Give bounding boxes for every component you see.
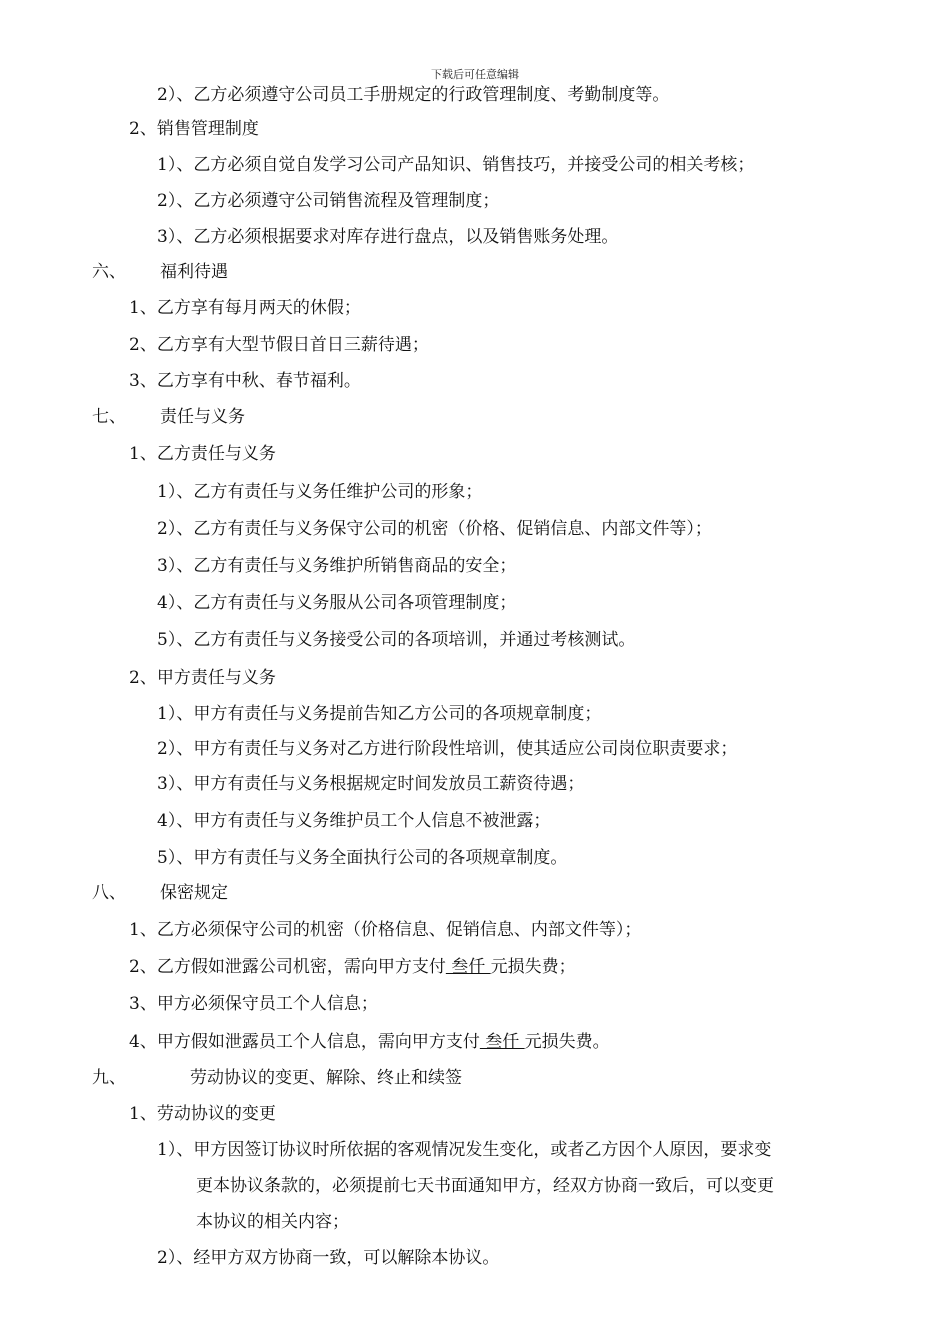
item-number: 4、 <box>129 1032 157 1052</box>
amount-blank: 叁仟 <box>479 1032 525 1052</box>
list-item <box>129 1103 276 1125</box>
item-text: 乙方有责任与义务维护所销售商品的安全； <box>193 556 517 576</box>
item-text: 甲方假如泄露员工个人信息，需向甲方支付 <box>156 1032 480 1052</box>
section-number: 七、 <box>92 407 126 427</box>
item-number: 2、 <box>129 119 157 139</box>
item-text: 乙方必须遵守公司销售流程及管理制度； <box>193 191 500 211</box>
list-item <box>157 1139 771 1161</box>
item-text: 乙方必须自觉自发学习公司产品知识、销售技巧，并接受公司的相关考核； <box>193 155 755 175</box>
section-title: 保密规定 <box>160 883 228 903</box>
item-text: 乙方有责任与义务服从公司各项管理制度； <box>193 593 517 613</box>
item-text: 劳动协议的变更 <box>156 1104 276 1124</box>
item-number: 2）、 <box>157 1248 194 1268</box>
list-item <box>129 334 429 356</box>
item-number: 2）、 <box>157 191 194 211</box>
list-item <box>157 810 550 832</box>
item-text: 乙方有责任与义务保守公司的机密（价格、促销信息、内部文件等）； <box>193 519 712 539</box>
item-number: 1）、 <box>157 482 194 502</box>
section-heading <box>92 1067 462 1089</box>
item-number: 1、 <box>129 444 157 464</box>
list-item <box>157 226 618 248</box>
item-number: 3）、 <box>157 774 194 794</box>
item-text: 乙方必须遵守公司员工手册规定的行政管理制度、考勤制度等。 <box>193 85 670 105</box>
item-number: 2）、 <box>157 85 194 105</box>
item-number: 1、 <box>129 298 157 318</box>
item-number: 1、 <box>129 1104 157 1124</box>
list-item <box>157 555 516 577</box>
item-text: 乙方有责任与义务接受公司的各项培训，并通过考核测试。 <box>193 630 636 650</box>
item-number: 3）、 <box>157 227 194 247</box>
item-text: 甲方有责任与义务全面执行公司的各项规章制度。 <box>193 848 568 868</box>
item-number: 2）、 <box>157 739 194 759</box>
list-item <box>129 443 276 465</box>
item-text: 甲方责任与义务 <box>156 668 276 688</box>
list-item <box>129 956 576 978</box>
list-item <box>129 1031 610 1053</box>
item-number: 3、 <box>129 994 157 1014</box>
page-header-note: 下载后可任意编辑 <box>431 68 519 81</box>
list-item <box>157 1247 499 1269</box>
list-item <box>157 481 482 503</box>
item-text: 乙方必须保守公司的机密（价格信息、促销信息、内部文件等）； <box>156 920 642 940</box>
list-item <box>157 629 635 651</box>
list-item <box>157 773 584 795</box>
item-number: 3、 <box>129 371 157 391</box>
item-number: 1）、 <box>157 1140 194 1160</box>
item-text: 乙方享有大型节假日首日三薪待遇； <box>156 335 429 355</box>
item-text: 甲方因签订协议时所依据的客观情况发生变化，或者乙方因个人原因，要求变 <box>193 1140 772 1160</box>
list-item <box>129 370 361 392</box>
item-number: 2、 <box>129 668 157 688</box>
section-number: 八、 <box>92 883 126 903</box>
list-item <box>157 518 712 540</box>
paragraph-continuation <box>196 1211 349 1233</box>
item-text: 乙方享有中秋、春节福利。 <box>156 371 361 391</box>
item-text: 本协议的相关内容； <box>196 1212 349 1232</box>
item-text: 甲方有责任与义务根据规定时间发放员工薪资待遇； <box>193 774 585 794</box>
section-heading <box>92 406 245 428</box>
item-text: 经甲方双方协商一致，可以解除本协议。 <box>193 1248 500 1268</box>
item-text: 乙方享有每月两天的休假； <box>156 298 361 318</box>
item-text: 乙方责任与义务 <box>156 444 276 464</box>
list-item <box>129 118 259 140</box>
item-number: 4）、 <box>157 593 194 613</box>
item-number: 5）、 <box>157 630 194 650</box>
list-item <box>129 993 378 1015</box>
amount-blank: 叁仟 <box>445 957 491 977</box>
section-title: 劳动协议的变更、解除、终止和续签 <box>190 1068 462 1088</box>
item-text: 甲方必须保守员工个人信息； <box>156 994 378 1014</box>
item-text: 元损失费。 <box>524 1032 610 1052</box>
item-number: 1）、 <box>157 155 194 175</box>
item-number: 2、 <box>129 335 157 355</box>
paragraph-continuation <box>196 1175 774 1197</box>
section-title: 福利待遇 <box>160 262 228 282</box>
item-text: 甲方有责任与义务对乙方进行阶段性培训，使其适应公司岗位职责要求； <box>193 739 738 759</box>
item-number: 2、 <box>129 957 157 977</box>
item-text: 销售管理制度 <box>156 119 259 139</box>
item-number: 1）、 <box>157 704 194 724</box>
list-item <box>129 667 276 689</box>
list-item <box>157 154 754 176</box>
item-number: 3）、 <box>157 556 194 576</box>
item-text: 甲方有责任与义务维护员工个人信息不被泄露； <box>193 811 551 831</box>
item-number: 5）、 <box>157 848 194 868</box>
item-text: 元损失费； <box>490 957 576 977</box>
item-number: 4）、 <box>157 811 194 831</box>
section-heading <box>92 882 228 904</box>
list-item <box>157 703 601 725</box>
list-item <box>157 738 737 760</box>
item-text: 乙方有责任与义务任维护公司的形象； <box>193 482 483 502</box>
item-text: 更本协议条款的，必须提前七天书面通知甲方，经双方协商一致后，可以变更 <box>196 1176 774 1196</box>
item-number: 1、 <box>129 920 157 940</box>
item-text: 乙方必须根据要求对库存进行盘点，以及销售账务处理。 <box>193 227 619 247</box>
section-title: 责任与义务 <box>160 407 245 427</box>
list-item <box>129 919 641 941</box>
item-text: 乙方假如泄露公司机密，需向甲方支付 <box>156 957 446 977</box>
section-number: 六、 <box>92 262 126 282</box>
item-text: 甲方有责任与义务提前告知乙方公司的各项规章制度； <box>193 704 602 724</box>
section-number: 九、 <box>92 1068 126 1088</box>
section-heading <box>92 261 228 283</box>
list-item <box>157 847 567 869</box>
list-item <box>157 84 669 106</box>
list-item <box>129 297 361 319</box>
list-item <box>157 592 516 614</box>
list-item <box>157 190 499 212</box>
item-number: 2）、 <box>157 519 194 539</box>
